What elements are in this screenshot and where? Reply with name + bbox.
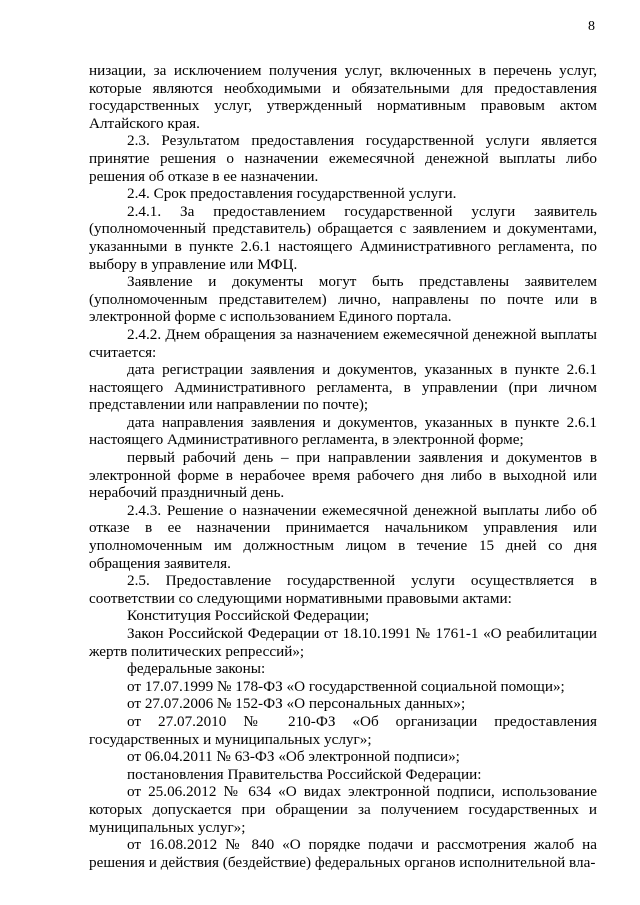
paragraph-2-5: 2.5. Предоставление государственной услуги осуществляется в соответствии со следующими нормативными правовыми актами:	[89, 572, 597, 607]
list-item-decree-840: от 16.08.2012 № 840 «О порядке подачи и рассмотрения жалоб на решения и действия (бездействие) федеральных органов исполнительной вла-	[89, 836, 597, 871]
paragraph-2-4-term: 2.4. Срок предоставления государственной услуги.	[127, 185, 457, 203]
list-heading-federal-laws: федеральные законы:	[127, 660, 266, 678]
paragraph-2-3-result: 2.3. Результатом предоставления государственной услуги является принятие решения о назначении ежемесячной денежной выплаты либо решения об отказе в ее назначении.	[89, 132, 597, 185]
paragraph-2-4-3: 2.4.3. Решение о назначении ежемесячной денежной выплаты либо об отказе в ее назначении принимается начальником управления или уполномоченным им должностным лицом в течение 15 дней со дня обращения заявителя.	[89, 501, 597, 572]
paragraph-first-working-day: первый рабочий день – при направлении заявления и документов в электронной форме в нерабочее время рабочего дня либо в выходной или нерабочий праздничный день.	[89, 449, 597, 502]
paragraph-electronic-date: дата направления заявления и документов, указанных в пункте 2.6.1 настоящего Административного регламента, в электронной форме;	[89, 413, 597, 449]
paragraph-2-4-2: 2.4.2. Днем обращения за назначением ежемесячной денежной выплаты считается:	[89, 325, 597, 361]
document-body	[89, 62, 597, 871]
paragraph-registration-date: дата регистрации заявления и документов, указанных в пункте 2.6.1 настоящего Административного регламента, в управлении (при личном представлении или направлении по почте);	[89, 361, 597, 414]
list-item-rehabilitation-law: Закон Российской Федерации от 18.10.1991 № 1761-1 «О реабилитации жертв политических репрессий»;	[89, 625, 597, 660]
list-item-law-63: от 06.04.2011 № 63-ФЗ «Об электронной подписи»;	[127, 748, 460, 766]
list-item-constitution: Конституция Российской Федерации;	[127, 607, 370, 625]
list-item-decree-634: от 25.06.2012 № 634 «О видах электронной подписи, использование которых допускается при обращении за получением государственных и муниципальных услуг»;	[89, 783, 597, 836]
paragraph-2-4-1: 2.4.1. За предоставлением государственной услуги заявитель (уполномоченный представитель) обращается с заявлением и документами, указанными в пункте 2.6.1 настоящего Административного регламента, по выбору в управление или МФЦ.	[89, 202, 597, 273]
list-item-law-152: от 27.07.2006 № 152-ФЗ «О персональных данных»;	[127, 695, 466, 713]
paragraph-submission-methods: Заявление и документы могут быть представлены заявителем (уполномоченным представителем) лично, направлены по почте или в электронной форме с использованием Единого портала.	[89, 273, 597, 326]
list-item-law-178: от 17.07.1999 № 178-ФЗ «О государственной социальной помощи»;	[127, 677, 565, 695]
list-item-law-210: от 27.07.2010 № 210-ФЗ «Об организации предоставления государственных и муниципальных услуг»;	[89, 712, 597, 748]
page-number: 8	[588, 19, 595, 34]
list-heading-government-decrees: постановления Правительства Российской Федерации:	[127, 765, 482, 783]
paragraph-continuation: низации, за исключением получения услуг, включенных в перечень услуг, которые являются необходимыми и обязательными для предоставления государственных услуг, утвержденный нормативным правовым актом Алтайского края.	[89, 62, 597, 132]
